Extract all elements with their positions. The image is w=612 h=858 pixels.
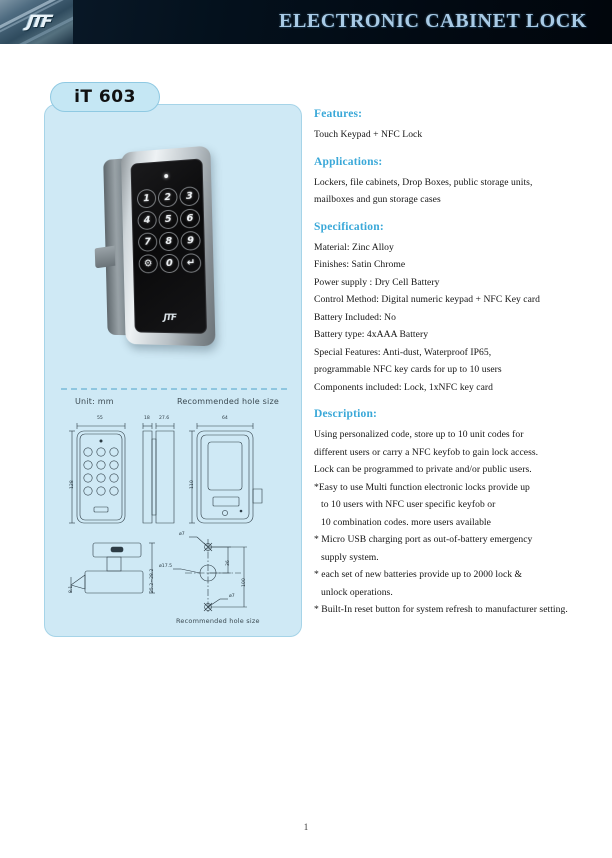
- description-line: different users or carry a NFC keyfob to gain lock access.: [314, 446, 539, 458]
- specification-line: Battery type: 4xAAA Battery: [314, 329, 429, 340]
- product-photo: [45, 131, 303, 381]
- features-heading: Features:: [314, 108, 363, 120]
- specification-line: Components included: Lock, 1xNFC key card: [314, 381, 493, 393]
- applications-line: Lockers, file cabinets, Drop Boxes, public storage units,: [314, 176, 533, 188]
- page-title: ELECTRONIC CABINET LOCK: [279, 10, 587, 32]
- page-header: [0, 0, 612, 44]
- specification-line: programmable NFC key cards for up to 10 users: [314, 364, 502, 375]
- dim-hole-offset: 36: [226, 560, 231, 566]
- logo-monogram: JTF: [25, 12, 53, 32]
- keypad-key[interactable]: 0: [159, 254, 179, 273]
- description-line: *Easy to use Multi function electronic locks provide up: [314, 481, 530, 493]
- keypad-key[interactable]: 6: [180, 208, 200, 228]
- lock-latch-cam: [95, 246, 116, 269]
- specifications-column: [314, 108, 604, 619]
- dim-rear-width: 64: [222, 416, 228, 421]
- dim-top-left: 8.1: [69, 585, 74, 593]
- dim-hole-bottom: ø7: [229, 594, 235, 599]
- applications-heading: Applications:: [314, 155, 383, 168]
- description-line: Lock can be programmed to private and/or public users.: [314, 464, 532, 475]
- specification-line: Control Method: Digital numeric keypad + NFC Key card: [314, 294, 541, 305]
- product-image-panel: [44, 104, 302, 637]
- technical-drawings: [45, 397, 303, 635]
- keypad-faceplate: [131, 158, 207, 333]
- specification-line: Battery Included: No: [314, 311, 396, 323]
- keypad-grid: [137, 186, 202, 273]
- description-heading: Description:: [314, 408, 378, 420]
- dim-rear-height: 110: [190, 480, 195, 489]
- keypad-key-enter-icon[interactable]: ↵: [181, 253, 201, 273]
- section-divider: [61, 388, 287, 390]
- specification-line: Power supply : Dry Cell Battery: [314, 276, 440, 288]
- description-line: supply system.: [321, 551, 379, 563]
- description-line: Using personalized code, store up to 10 unit codes for: [314, 429, 524, 440]
- dim-hole-center: ø17.5: [159, 564, 173, 569]
- description-line: 10 combination codes. more users available: [321, 516, 491, 528]
- hole-size-caption: Recommended hole size: [176, 617, 260, 625]
- model-badge-label: iT 603: [74, 87, 136, 107]
- keypad-key[interactable]: 5: [158, 210, 178, 230]
- keypad-key-gear-icon[interactable]: ⚙: [138, 254, 158, 273]
- status-led-icon: [164, 174, 168, 178]
- keypad-key[interactable]: 7: [138, 232, 158, 251]
- drawing-vectors: [45, 397, 303, 635]
- keypad-brand-logo: JTF: [163, 312, 177, 324]
- dim-front-width: 55: [97, 416, 103, 421]
- dim-top-range: 25.2~28.2: [150, 568, 155, 593]
- applications-line: mailboxes and gun storage cases: [314, 194, 441, 205]
- unit-label: Unit: mm: [75, 397, 114, 406]
- keypad-key[interactable]: 8: [159, 232, 179, 252]
- specification-line: Material: Zinc Alloy: [314, 241, 394, 253]
- specification-heading: Specification:: [314, 220, 384, 233]
- brand-logo: [0, 0, 73, 44]
- model-badge: [50, 82, 160, 112]
- dim-side-a: 18: [144, 416, 150, 421]
- description-line: * Built-In reset button for system refresh to manufacturer setting.: [314, 604, 568, 615]
- dim-front-height: 128: [70, 480, 75, 489]
- description-line: * each set of new batteries provide up to 2000 lock &: [314, 569, 523, 580]
- specification-line: Special Features: Anti-dust, Waterproof IP65,: [314, 346, 492, 358]
- dim-side-b: 27.6: [159, 416, 170, 421]
- keypad-key[interactable]: 1: [137, 189, 156, 209]
- keypad-key[interactable]: 3: [179, 186, 199, 206]
- description-line: * Micro USB charging port as out-of-battery emergency: [314, 534, 533, 545]
- features-line: Touch Keypad + NFC Lock: [314, 129, 423, 140]
- hole-size-title: Recommended hole size: [177, 397, 279, 406]
- dim-hole-span: 100: [242, 578, 247, 587]
- specification-line: Finishes: Satin Chrome: [314, 259, 406, 270]
- description-line: unlock operations.: [321, 586, 393, 598]
- keypad-key[interactable]: 4: [137, 211, 157, 231]
- dim-hole-top: ø7: [179, 532, 185, 537]
- description-line: to 10 users with NFC user specific keyfob or: [321, 499, 496, 510]
- page-number: 1: [303, 822, 309, 832]
- keypad-key[interactable]: 9: [180, 231, 200, 251]
- keypad-key[interactable]: 2: [158, 187, 178, 207]
